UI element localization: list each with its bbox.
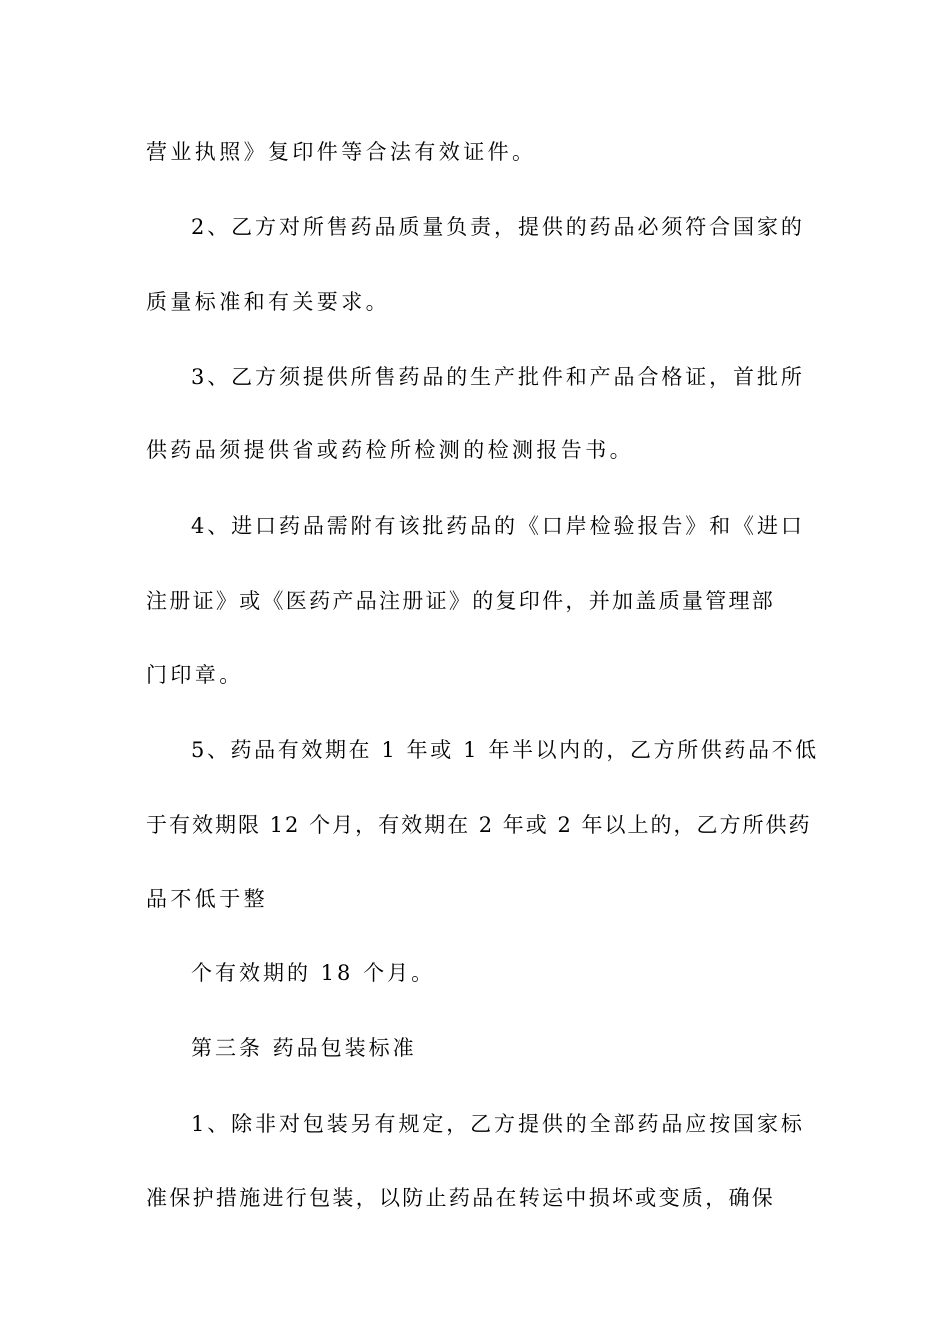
- text-line-11: 品不低于整: [146, 887, 268, 911]
- text-line-15: 准保护措施进行包装，以防止药品在转运中损坏或变质，确保: [146, 1186, 776, 1210]
- text-line-4: 3、乙方须提供所售药品的生产批件和产品合格证，首批所: [191, 365, 805, 389]
- text-line-9: 5、药品有效期在 1 年或 1 年半以内的，乙方所供药品不低: [191, 738, 819, 762]
- text-line-6: 4、进口药品需附有该批药品的《口岸检验报告》和《进口: [191, 514, 805, 538]
- text-line-7: 注册证》或《医药产品注册证》的复印件，并加盖质量管理部: [146, 589, 776, 613]
- text-line-14: 1、除非对包装另有规定，乙方提供的全部药品应按国家标: [191, 1112, 805, 1136]
- text-line-2: 2、乙方对所售药品质量负责，提供的药品必须符合国家的: [191, 215, 805, 239]
- text-line-3: 质量标准和有关要求。: [146, 290, 390, 314]
- text-line-5: 供药品须提供省或药检所检测的检测报告书。: [146, 438, 634, 462]
- text-line-12: 个有效期的 18 个月。: [191, 961, 436, 985]
- text-line-8: 门印章。: [146, 663, 244, 687]
- section-heading: 第三条 药品包装标准: [191, 1036, 417, 1060]
- text-line-1: 营业执照》复印件等合法有效证件。: [146, 140, 537, 164]
- text-line-10: 于有效期限 12 个月，有效期在 2 年或 2 年以上的，乙方所供药: [146, 813, 812, 837]
